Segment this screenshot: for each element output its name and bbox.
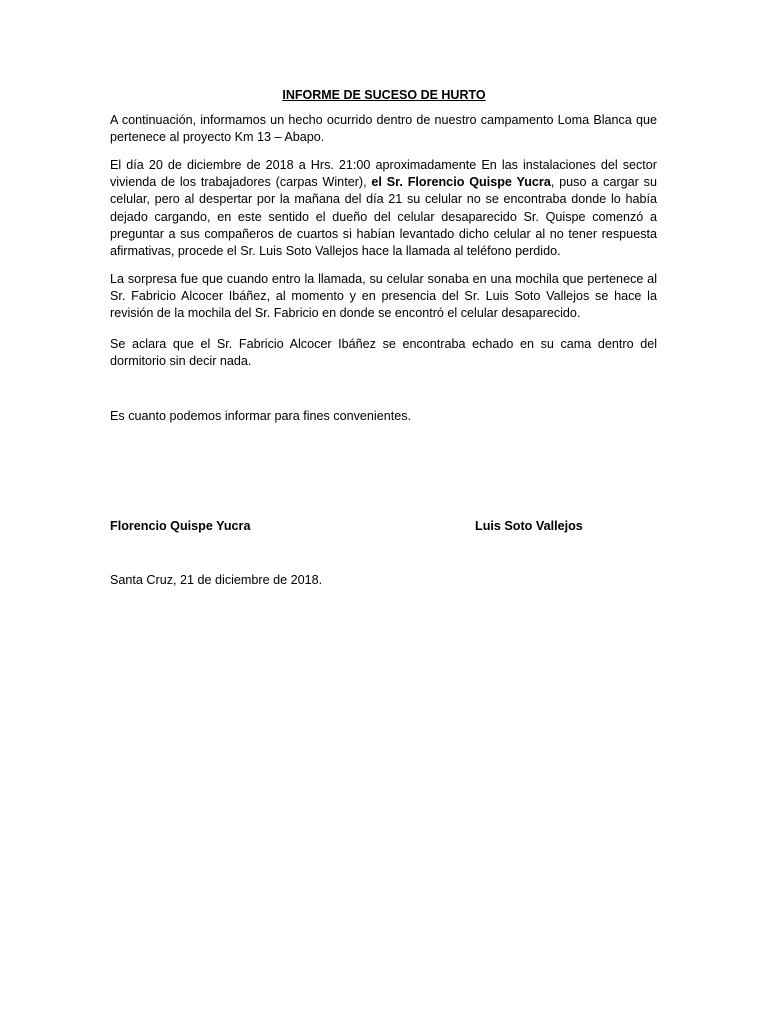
closing-paragraph: Es cuanto podemos informar para fines convenientes.	[110, 409, 412, 423]
incident-text-end: , puso a cargar su celular, pero al despertar por la mañana del día 21 su celular no se encontraba donde lo había dejado cargando, en este sentido el dueño del celular desaparecido Sr. Quispe comenzó a preguntar a sus compañeros de cuartos si habían levantado dicho celular al no tener respuesta afirmativas, procede el Sr. Luis Soto Vallejos hace la llamada al teléfono perdido.	[110, 175, 657, 259]
clarification-paragraph: Se aclara que el Sr. Fabricio Alcocer Ibáñez se encontraba echado en su cama dentro del dormitorio sin decir nada.	[110, 337, 657, 369]
incident-text-start: El día 20 de diciembre de 2018 a Hrs. 21:00 aproximadamente En las instalaciones del sector vivienda de los trabajadores (carpas Winter),	[110, 158, 657, 190]
signature-luis: Luis Soto Vallejos	[475, 519, 583, 533]
report-title: INFORME DE SUCESO DE HURTO	[282, 88, 486, 102]
incident-person-name: el Sr. Florencio Quispe Yucra	[371, 175, 551, 190]
discovery-paragraph: La sorpresa fue que cuando entro la llamada, su celular sonaba en una mochila que pertenece al Sr. Fabricio Alcocer Ibáñez, al momento y en presencia del Sr. Luis Soto Vallejos se hace la revisión de la mochila del Sr. Fabricio en donde se encontró el celular desaparecido.	[110, 272, 657, 321]
intro-paragraph: A continuación, informamos un hecho ocurrido dentro de nuestro campamento Loma Blanca que pertenece al proyecto Km 13 – Abapo.	[110, 113, 657, 145]
incident-paragraph	[110, 157, 657, 260]
place-date: Santa Cruz, 21 de diciembre de 2018.	[110, 573, 323, 587]
signature-florencio: Florencio Quispe Yucra	[110, 519, 251, 533]
